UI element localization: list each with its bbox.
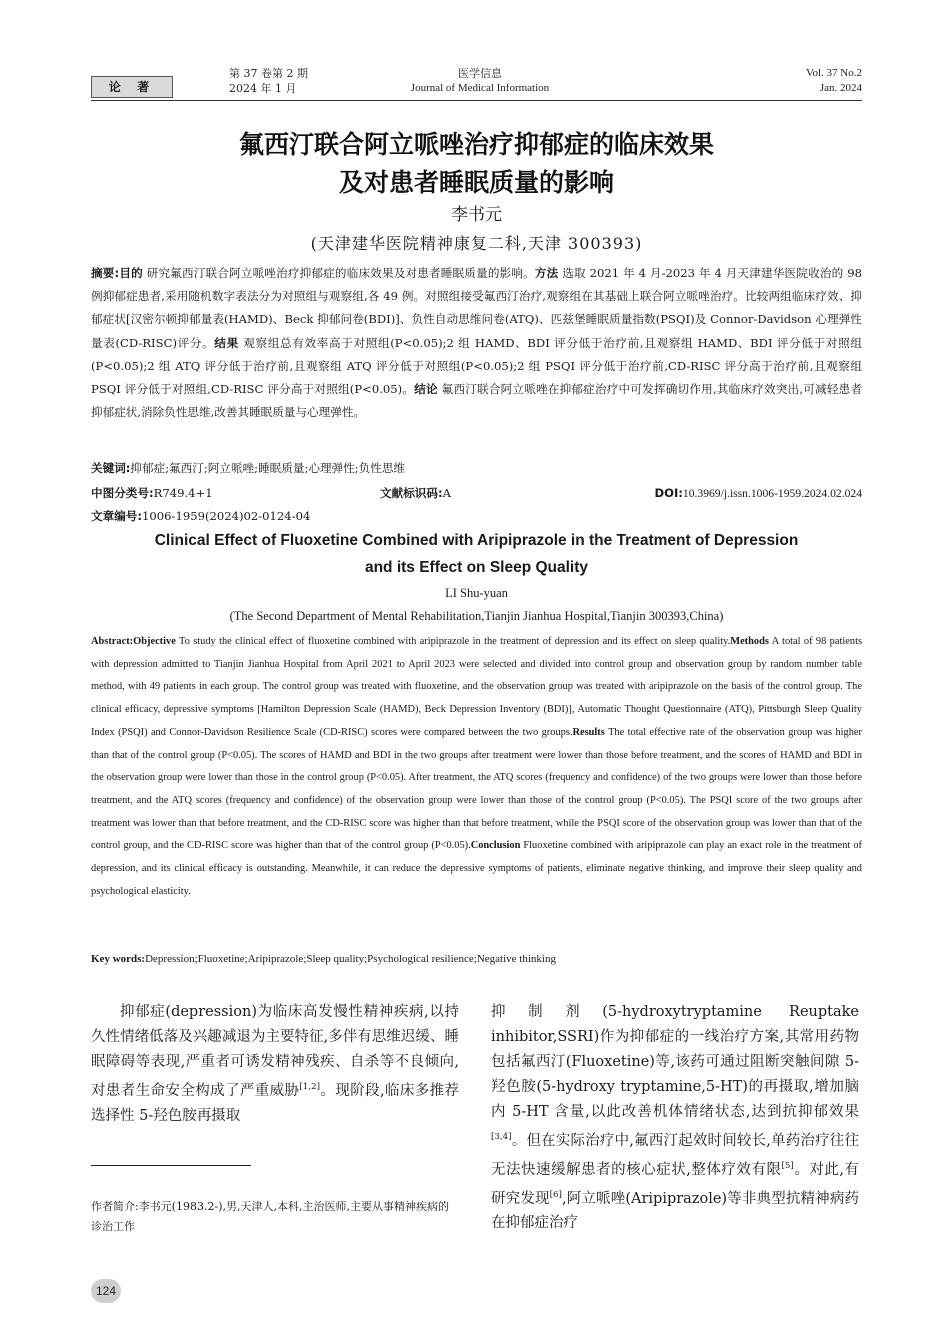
keywords-en-text: Depression;Fluoxetine;Aripiprazole;Sleep quality;Psychological resilience;Negative thinking: [145, 953, 556, 965]
header-volume-en: [720, 66, 862, 96]
clc-value: R749.4+1: [153, 486, 213, 500]
doi: [604, 484, 862, 503]
abstract-en-results-label: Results: [572, 726, 605, 738]
abstract-en-conclusion: Fluoxetine combined with aripiprazole can play an exact role in the treatment of depression, and its clinical efficacy is outstanding. Meanwhile, it can reduce the depressive symptoms of patients, eliminate negative thinking, and improve their sleep quality and psychological elasticity.: [91, 840, 862, 897]
author-en: LI Shu-yuan: [445, 586, 508, 600]
abstract-en-results: The total effective rate of the observation group was higher than that of the control group (P<0.05). The scores of HAMD and BDI in the two groups after treatment were lower than those before treatment, and the scores of HAMD and BDI in the observation group were lower than those in the control group (P<0.05). After treatment, the ATQ scores (frequency and confidence) of the two groups were lower than those before treatment, and the ATQ scores (frequency and confidence) of the observation group were lower than those of the control group (P<0.05). The PSQI score of the two groups after treatment was lower than that before treatment, and the CD-RISC score was higher than that before treatment, while the PSQI score of the observation group was lower than that of the control group, and the CD-RISC score was higher than that of the control group (P<0.05).: [91, 726, 863, 852]
doc-code-label: 文献标识码:: [380, 486, 443, 500]
body-right-text-c: 。对此,有研究发现: [491, 1161, 859, 1207]
abstract-cn-label: 摘要:: [91, 266, 120, 280]
header-volume-cn-text: 第 37 卷第 2 期: [229, 67, 308, 80]
clc-number: [91, 484, 213, 502]
citation-6: [6]: [549, 1189, 562, 1200]
title-cn-line2: 及对患者睡眠质量的影响: [338, 168, 614, 197]
keywords-cn-text: 抑郁症;氟西汀;阿立哌唑;睡眠质量;心理弹性;负性思维: [130, 461, 406, 475]
article-no-label: 文章编号:: [91, 509, 143, 523]
header-date-en-text: Jan. 2024: [819, 82, 862, 94]
abstract-cn-conclusion-label: 结论: [414, 382, 438, 397]
section-tag: 论 著: [91, 76, 173, 98]
doi-label: DOI:: [654, 486, 683, 500]
abstract-en-methods-label: Methods: [730, 636, 769, 647]
abstract-en: [91, 631, 862, 903]
body-left-column: [91, 1000, 459, 1129]
clc-label: 中图分类号:: [91, 486, 154, 500]
citation-5: [5]: [781, 1160, 794, 1171]
abstract-cn-objective: 研究氟西汀联合阿立哌唑治疗抑郁症的临床效果及对患者睡眠质量的影响。: [142, 266, 535, 280]
doc-code-value: A: [442, 486, 451, 500]
abstract-en-methods: A total of 98 patients with depression admitted to Tianjin Jianhua Hospital from April 2021 to April 2023 were selected and divided into control group and observation group by random number table method, with 49 patients in each group. The control group was treated with fluoxetine, and the observation group was treated with aripiprazole on the basis of the control group. The clinical efficacy, depressive symptoms [Hamilton Depression Scale (HAMD), Beck Depression Inventory (BDI)], Automatic Thought Questionnaire (ATQ), Pittsburgh Sleep Quality Index (PSQI) and Connor-Davidson Resilience Scale (CD-RISC) scores were compared between the two groups.: [91, 636, 862, 738]
header-volume-cn: [229, 66, 308, 96]
page-number: 124: [91, 1279, 121, 1303]
citation-1-2: [1,2]: [299, 1082, 321, 1092]
body-left-text-end: 。现阶段,临床多推荐选择性 5-羟色胺再摄取: [91, 1082, 460, 1124]
author-cn: 李书元: [451, 205, 502, 225]
header-date-cn-text: 2024 年 1 月: [229, 82, 297, 95]
header-journal: [400, 66, 560, 96]
abstract-cn-methods-label: 方法: [534, 266, 559, 280]
article-no-value: 1006-1959(2024)02-0124-04: [142, 509, 311, 523]
body-right-text-d: ,阿立哌唑(Aripiprazole)等非典型抗精神病药在抑郁症治疗: [491, 1190, 860, 1232]
abstract-cn-methods: 选取 2021 年 4 月-2023 年 4 月天津建华医院收治的 98 例抑郁症患者,采用随机数字表法分为对照组与观察组,各 49 例。对照组接受氟西汀治疗,观察组在其基础上联合阿立哌唑治疗。比较两组临床疗效、抑郁症状[汉密尔顿抑郁量表(HAMD)、Beck 抑郁问卷(BDI)]、负性自动思维问卷(ATQ)、匹兹堡睡眠质量指数(PSQI)及 Connor-Davidson 心理弹性量表(CD-RISC)评分。: [91, 266, 862, 350]
abstract-cn: [91, 262, 862, 424]
header-divider: [91, 100, 862, 101]
title-cn-line1: 氟西汀联合阿立哌唑治疗抑郁症的临床效果: [238, 130, 714, 159]
header-volume-en-text: Vol. 37 No.2: [805, 67, 862, 79]
document-code: [380, 484, 451, 502]
citation-3-4: [3,4]: [491, 1132, 512, 1142]
header-journal-cn: 医学信息: [458, 67, 502, 80]
abstract-en-objective: To study the clinical effect of fluoxetine combined with aripiprazole in the treatment of depression and its effect on sleep quality.: [175, 636, 731, 647]
keywords-cn-label: 关键词:: [91, 461, 131, 475]
affiliation-en: (The Second Department of Mental Rehabilitation,Tianjin Jianhua Hospital,Tianjin 300393,China): [229, 609, 724, 623]
keywords-en-label: Key words:: [91, 953, 146, 965]
keywords-cn: [91, 459, 862, 477]
body-right-text-a: 抑制剂(5-hydroxytryptamine Reuptake inhibitor,SSRI)作为抑郁症的一线治疗方案,其常用药物包括氟西汀(Fluoxetine)等,该药可通过阻断突触间隙 5-羟色胺(5-hydroxy tryptamine,5-HT)的再摄取,增加脑内 5-HT 含量,以此改善机体情绪状态,达到抗抑郁效果: [491, 1004, 859, 1120]
keywords-en: [91, 950, 862, 968]
author-footnote: 作者简介:李书元(1983.2-),男,天津人,本科,主治医师,主要从事精神疾病的诊治工作: [91, 1200, 449, 1233]
title-en-line1: Clinical Effect of Fluoxetine Combined with Aripiprazole in the Treatment of Depression: [154, 532, 799, 549]
abstract-cn-results: 观察组总有效率高于对照组(P<0.05);2 组 HAMD、BDI 评分低于治疗前,且观察组 HAMD、BDI 评分低于对照组(P<0.05);2 组 ATQ 评分低于治疗前,且观察组 ATQ 评分低于对照组(P<0.05);2 组 PSQI 评分低于治疗前,CD-RISC 评分高于治疗前,且观察组 PSQI 评分低于对照组,CD-RISC 评分高于对照组(P<0.05)。: [91, 335, 862, 397]
body-left-text: 抑郁症(depression)为临床高发慢性精神疾病,以持久性情绪低落及兴趣减退为主要特征,多伴有思维迟缓、睡眠障碍等表现,严重者可诱发精神残疾、自杀等不良倾向,对患者生命安全构成了严重威胁: [91, 1004, 459, 1099]
abstract-cn-objective-label: 目的: [119, 266, 143, 280]
abstract-en-label: Abstract:: [91, 636, 134, 647]
title-en-line2: and its Effect on Sleep Quality: [364, 559, 589, 576]
abstract-en-objective-label: Objective: [133, 636, 176, 647]
abstract-cn-conclusion: 氟西汀联合阿立哌唑在抑郁症治疗中可发挥确切作用,其临床疗效突出,可减轻患者抑郁症状,消除负性思维,改善其睡眠质量与心理弹性。: [91, 382, 862, 420]
doi-value: 10.3969/j.issn.1006-1959.2024.02.024: [682, 487, 862, 500]
body-right-column: [491, 1000, 859, 1236]
affiliation-cn: (天津建华医院精神康复二科,天津 300393): [310, 234, 643, 253]
footnote-divider: [91, 1165, 251, 1166]
header-journal-en: Journal of Medical Information: [410, 82, 550, 94]
article-number: [91, 507, 310, 525]
body-right-text-b: 。但在实际治疗中,氟西汀起效时间较长,单药治疗往往无法快速缓解患者的核心症状,整体疗效有限: [491, 1132, 859, 1178]
abstract-en-conclusion-label: Conclusion: [470, 840, 521, 852]
abstract-cn-results-label: 结果: [214, 335, 239, 350]
